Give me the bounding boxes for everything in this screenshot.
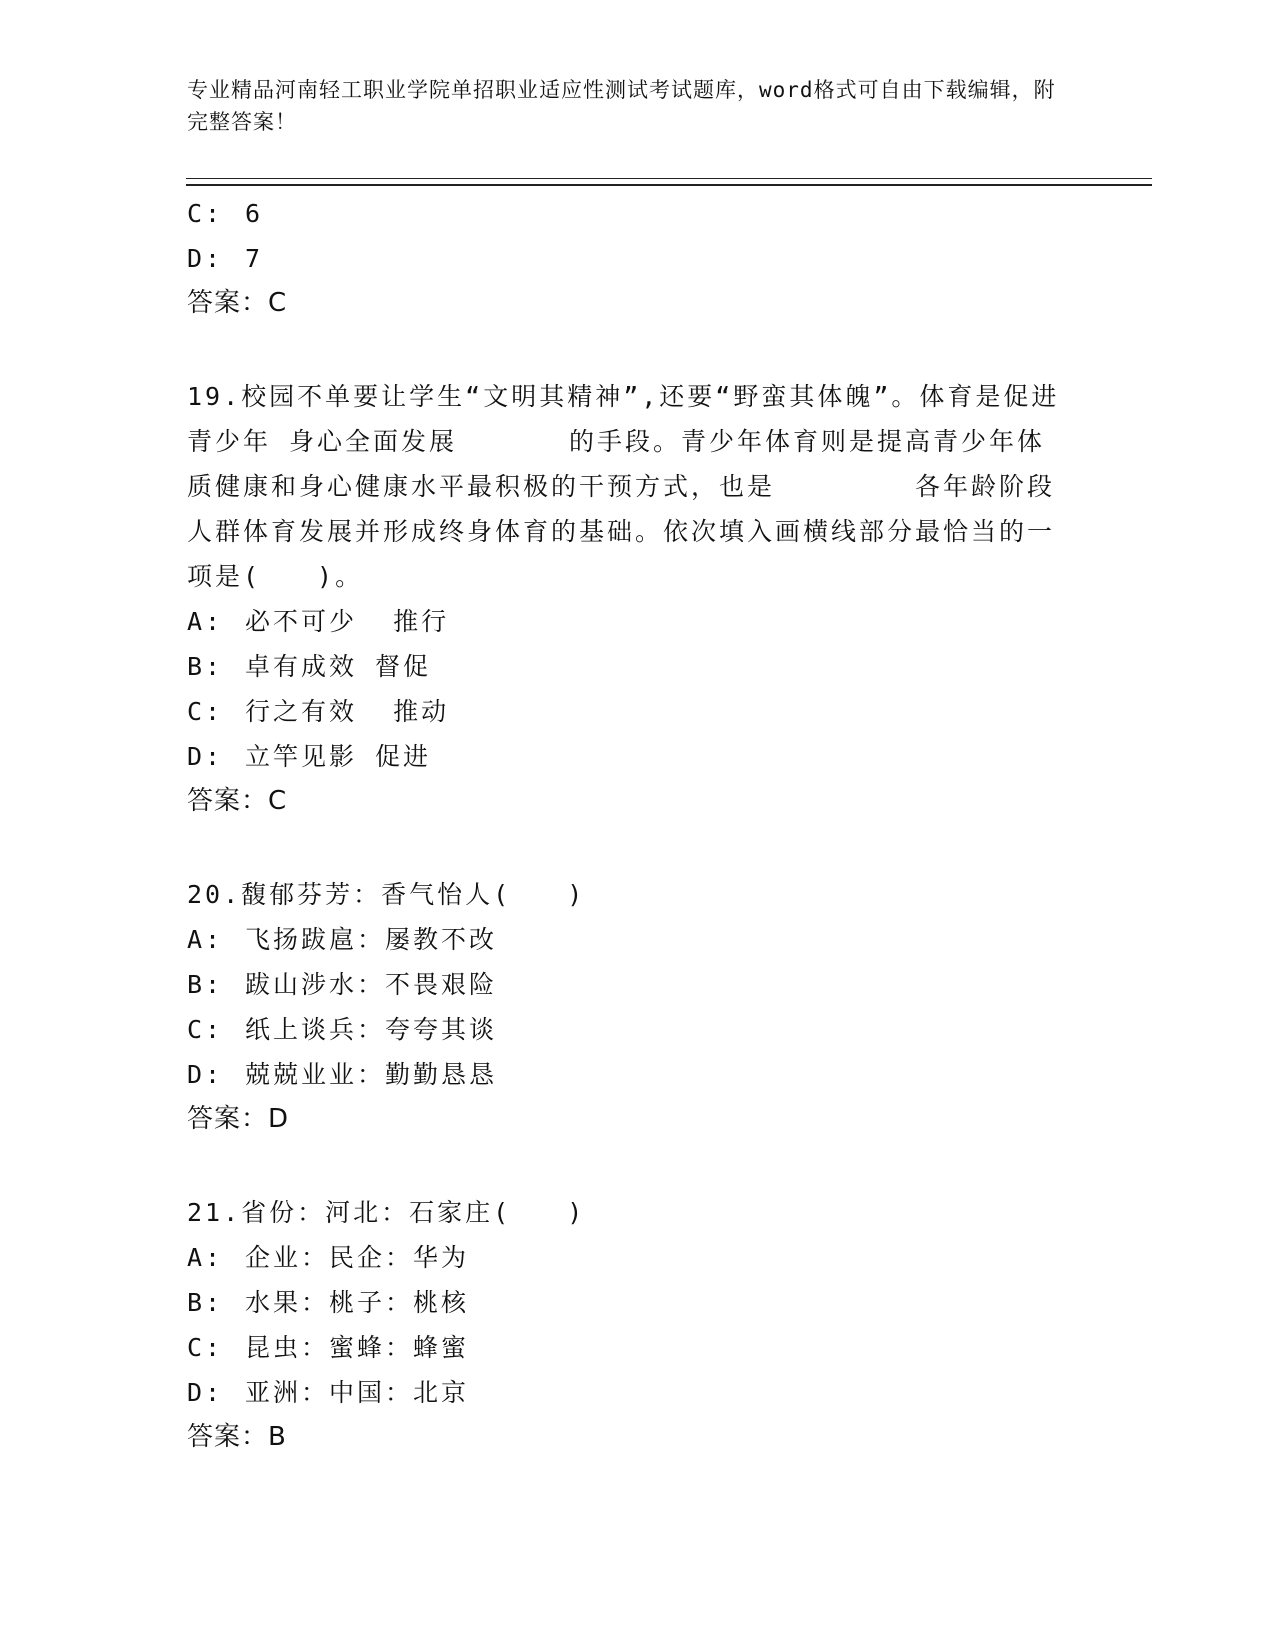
option-d xyxy=(187,236,1067,281)
option-b xyxy=(187,1280,1067,1325)
option-letter: D: xyxy=(187,742,224,771)
option-letter: D: xyxy=(187,1060,224,1089)
option-letter: B: xyxy=(187,970,224,999)
option-a xyxy=(187,1235,1067,1280)
option-letter: D: xyxy=(187,1378,224,1407)
option-c xyxy=(187,1325,1067,1370)
document-body xyxy=(187,191,1067,1460)
option-letter: C: xyxy=(187,697,224,726)
option-text: 兢兢业业：勤勤恳恳 xyxy=(245,1060,498,1089)
option-letter: A: xyxy=(187,1243,224,1272)
option-text: 企业：民企：华为 xyxy=(245,1243,470,1272)
answer-line: 答案：C xyxy=(187,786,288,816)
option-text: 立竿见影 促进 xyxy=(245,742,432,771)
option-letter: C: xyxy=(187,1333,224,1362)
question-19 xyxy=(187,374,1067,824)
option-text: 必不可少 推行 xyxy=(245,607,450,636)
option-c xyxy=(187,689,1067,734)
answer-line: 答案：D xyxy=(187,1104,290,1134)
option-text: 卓有成效 督促 xyxy=(245,652,432,681)
question-text: 20.馥郁芬芳：香气怡人( ) xyxy=(187,880,586,909)
option-c xyxy=(187,1007,1067,1052)
prev-question-tail xyxy=(187,191,1067,326)
option-text: 昆虫：蜜蜂：蜂蜜 xyxy=(245,1333,470,1362)
question-20 xyxy=(187,872,1067,1142)
answer-line: 答案：C xyxy=(187,288,288,318)
option-letter: B: xyxy=(187,652,224,681)
answer-line: 答案：B xyxy=(187,1422,287,1452)
option-text: 7 xyxy=(245,244,264,273)
option-a xyxy=(187,599,1067,644)
option-text: 亚洲：中国：北京 xyxy=(245,1378,470,1407)
question-text: 21.省份：河北：石家庄( ) xyxy=(187,1198,586,1227)
option-letter: C: xyxy=(187,1015,224,1044)
option-text: 纸上谈兵：夸夸其谈 xyxy=(245,1015,498,1044)
option-letter: D: xyxy=(187,244,224,273)
option-b xyxy=(187,644,1067,689)
option-text: 行之有效 推动 xyxy=(245,697,450,726)
option-letter: C: xyxy=(187,199,224,228)
option-letter: B: xyxy=(187,1288,224,1317)
question-21 xyxy=(187,1190,1067,1460)
option-letter: A: xyxy=(187,607,224,636)
option-d xyxy=(187,1370,1067,1415)
option-b xyxy=(187,962,1067,1007)
option-c xyxy=(187,191,1067,236)
option-letter: A: xyxy=(187,925,224,954)
option-text: 水果：桃子：桃核 xyxy=(245,1288,470,1317)
page-header: 专业精品河南轻工职业学院单招职业适应性测试考试题库，word格式可自由下载编辑，附完整答案！ xyxy=(187,78,1056,134)
option-a xyxy=(187,917,1067,962)
option-text: 飞扬跋扈：屡教不改 xyxy=(245,925,498,954)
option-text: 6 xyxy=(245,199,264,228)
option-d xyxy=(187,1052,1067,1097)
option-d xyxy=(187,734,1067,779)
header-divider xyxy=(186,178,1152,186)
question-text: 19.校园不单要让学生“文明其精神”,还要“野蛮其体魄”。体育是促进青少年 身心全面发展 的手段。青少年体育则是提高青少年体质健康和身心健康水平最积极的干预方式，也是 各年龄阶段人群体育发展并形成终身体育的基础。依次填入画横线部分最恰当的一项是( )。 xyxy=(187,382,1060,591)
option-text: 跋山涉水：不畏艰险 xyxy=(245,970,498,999)
